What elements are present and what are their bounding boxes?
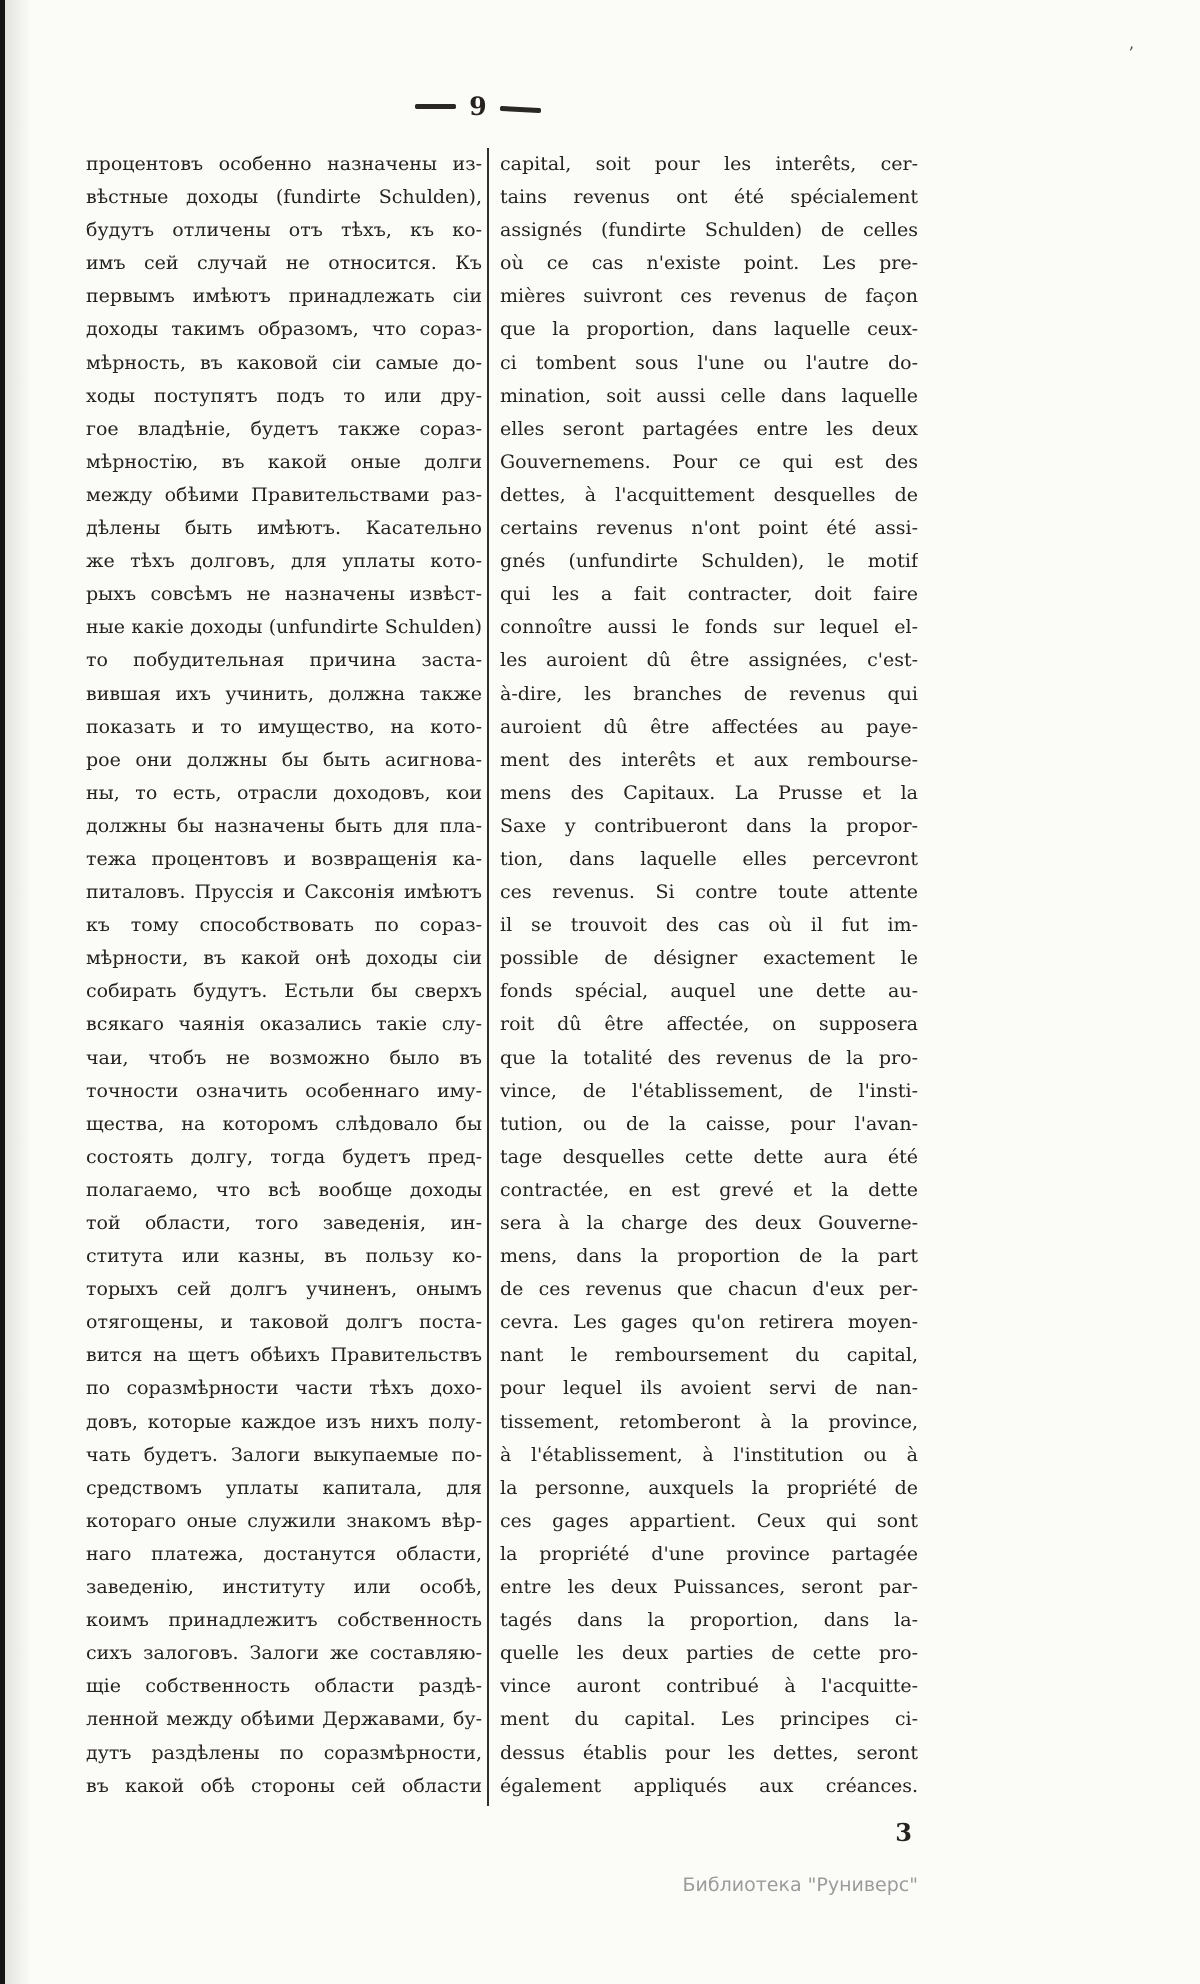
text-line: заведенію, институту или особѣ, xyxy=(86,1576,482,1599)
text-line: mination, soit aussi celle dans laquelle xyxy=(500,384,918,407)
text-line: полагаемо, что всѣ вообще доходы xyxy=(86,1178,482,1201)
text-line: наго платежа, достанутся области, xyxy=(86,1542,482,1565)
text-line: tagés dans la proportion, dans la- xyxy=(500,1609,918,1632)
text-line: ment du capital. Les principes ci- xyxy=(500,1708,918,1731)
text-line: собирать будутъ. Естьли бы сверхъ xyxy=(86,980,482,1003)
signature-mark: 3 xyxy=(895,1818,912,1847)
text-line: рое они должны бы быть асигнова- xyxy=(86,748,482,771)
text-line: показать и то имущество, на кото- xyxy=(86,715,482,738)
text-line: питаловъ. Пруссія и Саксонія имѣютъ xyxy=(86,881,482,904)
text-line: également appliqués aux créances. xyxy=(500,1774,918,1797)
text-line: имъ сей случай не относится. Къ xyxy=(86,252,482,275)
text-line: à l'établissement, à l'institution ou à xyxy=(500,1443,918,1466)
text-line: ходы поступятъ подъ то или дру- xyxy=(86,384,482,407)
text-line: отягощены, и таковой долгъ поста- xyxy=(86,1311,482,1334)
text-line: dessus établis pour les dettes, seront xyxy=(500,1741,918,1764)
text-line: мѣрность, въ каковой сіи самые до- xyxy=(86,351,482,374)
text-line: vince, de l'établissement, de l'insti- xyxy=(500,1079,918,1102)
text-line: fonds spécial, auquel une dette au- xyxy=(500,980,918,1003)
text-line: дутъ раздѣлены по соразмѣрности, xyxy=(86,1741,482,1764)
text-line: Saxe y contribueront dans la propor- xyxy=(500,814,918,837)
text-line: сихъ залоговъ. Залоги же составляю- xyxy=(86,1642,482,1665)
text-line: ment des interêts et aux rembourse- xyxy=(500,748,918,771)
text-line: où ce cas n'existe point. Les pre- xyxy=(500,252,918,275)
text-line: ci tombent sous l'une ou l'autre do- xyxy=(500,351,918,374)
text-line: à-dire, les branches de revenus qui xyxy=(500,682,918,705)
text-line: точности означить особеннаго иму- xyxy=(86,1079,482,1102)
text-line: mens, dans la proportion de la part xyxy=(500,1245,918,1268)
text-line: мѣрности, въ какой онѣ доходы сіи xyxy=(86,947,482,970)
text-column-french xyxy=(500,148,918,1803)
text-line: коимъ принадлежитъ собственность xyxy=(86,1609,482,1632)
text-line: tage desquelles cette dette aura été xyxy=(500,1145,918,1168)
text-line: assignés (fundirte Schulden) de celles xyxy=(500,219,918,242)
text-line: вится на щетъ обѣихъ Правительствъ xyxy=(86,1344,482,1367)
text-line: ленной между обѣими Державами, бу- xyxy=(86,1708,482,1731)
text-line: quelle les deux parties de cette pro- xyxy=(500,1642,918,1665)
page-number: 9 xyxy=(469,91,487,121)
column-divider xyxy=(487,148,489,1806)
text-line: auroient dû être affectées au paye- xyxy=(500,715,918,738)
text-line: должны бы назначены быть для пла- xyxy=(86,814,482,837)
text-line: между обѣими Правительствами раз- xyxy=(86,483,482,506)
text-line: тежа процентовъ и возвращенія ка- xyxy=(86,847,482,870)
text-line: les auroient dû être assignées, c'est- xyxy=(500,649,918,672)
text-line: довъ, которые каждое изъ нихъ полу- xyxy=(86,1410,482,1433)
text-line: connoître aussi le fonds sur lequel el- xyxy=(500,616,918,639)
text-line: tains revenus ont été spécialement xyxy=(500,186,918,209)
text-line: доходы такимъ образомъ, что сораз- xyxy=(86,318,482,341)
text-line: capital, soit pour les interêts, cer- xyxy=(500,153,918,175)
text-line: sera à la charge des deux Gouverne- xyxy=(500,1212,918,1234)
text-line: средствомъ уплаты капитала, для xyxy=(86,1476,482,1499)
scan-edge-shadow xyxy=(5,0,31,1984)
text-line: gnés (unfundirte Schulden), le motif xyxy=(500,550,918,573)
text-line: contractée, en est grevé et la dette xyxy=(500,1178,918,1201)
text-line: elles seront partagées entre les deux xyxy=(500,417,918,440)
text-line: mières suivront ces revenus de façon xyxy=(500,285,918,308)
text-line: tution, ou de la caisse, pour l'avan- xyxy=(500,1112,918,1135)
text-line: процентовъ особенно назначены из- xyxy=(86,153,482,175)
text-line: la propriété d'une province partagée xyxy=(500,1542,918,1565)
header-dash-left xyxy=(415,104,456,109)
text-line: котораго оные служили знакомъ вѣр- xyxy=(86,1509,482,1532)
text-line: къ тому способствовать по сораз- xyxy=(86,914,482,937)
text-line: nant le remboursement du capital, xyxy=(500,1344,918,1367)
text-line: ны, то есть, отрасли доходовъ, кои xyxy=(86,781,482,804)
text-line: ститута или казны, въ пользу ко- xyxy=(86,1245,482,1268)
text-line: ces gages appartient. Ceux qui sont xyxy=(500,1509,918,1532)
text-line: вившая ихъ учинить, должна также xyxy=(86,682,482,705)
page-header xyxy=(402,88,554,124)
scan-speck: ʼ xyxy=(1128,44,1134,64)
text-line: vince auront contribué à l'acquitte- xyxy=(500,1675,918,1698)
text-line: tion, dans laquelle elles percevront xyxy=(500,847,918,870)
header-dash-right xyxy=(500,105,541,112)
text-line: вѣстные доходы (fundirte Schulden), xyxy=(86,186,482,209)
text-line: въ какой обѣ стороны сей области xyxy=(86,1774,482,1797)
text-line: дѣлены быть имѣютъ. Касательно xyxy=(86,517,482,540)
text-line: щества, на которомъ слѣдовало бы xyxy=(86,1112,482,1135)
text-line: по соразмѣрности части тѣхъ дохо- xyxy=(86,1377,482,1400)
text-line: que la proportion, dans laquelle ceux- xyxy=(500,318,918,341)
text-line: cevra. Les gages qu'on retirera moyen- xyxy=(500,1311,918,1334)
text-line: щіе собственность области раздѣ- xyxy=(86,1675,482,1698)
text-line: гое владѣніе, будетъ также сораз- xyxy=(86,417,482,440)
text-line: Gouvernemens. Pour ce qui est des xyxy=(500,450,918,473)
text-line: certains revenus n'ont point été assi- xyxy=(500,517,918,540)
text-line: ные какіе доходы (unfundirte Schulden) xyxy=(86,616,482,639)
text-line: чаи, чтобъ не возможно было въ xyxy=(86,1046,482,1069)
text-line: мѣрностію, въ какой оные долги xyxy=(86,450,482,473)
text-line: pour lequel ils avoient servi de nan- xyxy=(500,1377,918,1400)
text-line: первымъ имѣютъ принадлежать сіи xyxy=(86,285,482,308)
text-line: possible de désigner exactement le xyxy=(500,947,918,970)
text-line: же тѣхъ долговъ, для уплаты кото- xyxy=(86,550,482,573)
text-line: ces revenus. Si contre toute attente xyxy=(500,881,918,904)
text-line: entre les deux Puissances, seront par- xyxy=(500,1576,918,1599)
text-line: всякаго чаянія оказались такіе слу- xyxy=(86,1013,482,1036)
text-line: mens des Capitaux. La Prusse et la xyxy=(500,781,918,804)
text-line: торыхъ сей долгъ учиненъ, онымъ xyxy=(86,1278,482,1301)
text-line: состоять долгу, тогда будетъ пред- xyxy=(86,1145,482,1168)
text-line: то побудительная причина заста- xyxy=(86,649,482,672)
text-line: de ces revenus que chacun d'eux per- xyxy=(500,1278,918,1301)
text-line: tissement, retomberont à la province, xyxy=(500,1410,918,1433)
text-column-russian xyxy=(86,148,482,1803)
text-line: dettes, à l'acquittement desquelles de xyxy=(500,483,918,506)
text-line: la personne, auxquels la propriété de xyxy=(500,1476,918,1499)
text-line: рыхъ совсѣмъ не назначены извѣст- xyxy=(86,583,482,606)
library-watermark: Библиотека "Руниверс" xyxy=(682,1874,918,1896)
text-line: roit dû être affectée, on supposera xyxy=(500,1013,918,1036)
text-line: que la totalité des revenus de la pro- xyxy=(500,1046,918,1069)
text-line: qui les a fait contracter, doit faire xyxy=(500,583,918,606)
text-line: il se trouvoit des cas où il fut im- xyxy=(500,914,918,937)
text-line: будутъ отличены отъ тѣхъ, къ ко- xyxy=(86,219,482,242)
text-line: той области, того заведенія, ин- xyxy=(86,1212,482,1234)
text-line: чать будетъ. Залоги выкупаемые по- xyxy=(86,1443,482,1466)
